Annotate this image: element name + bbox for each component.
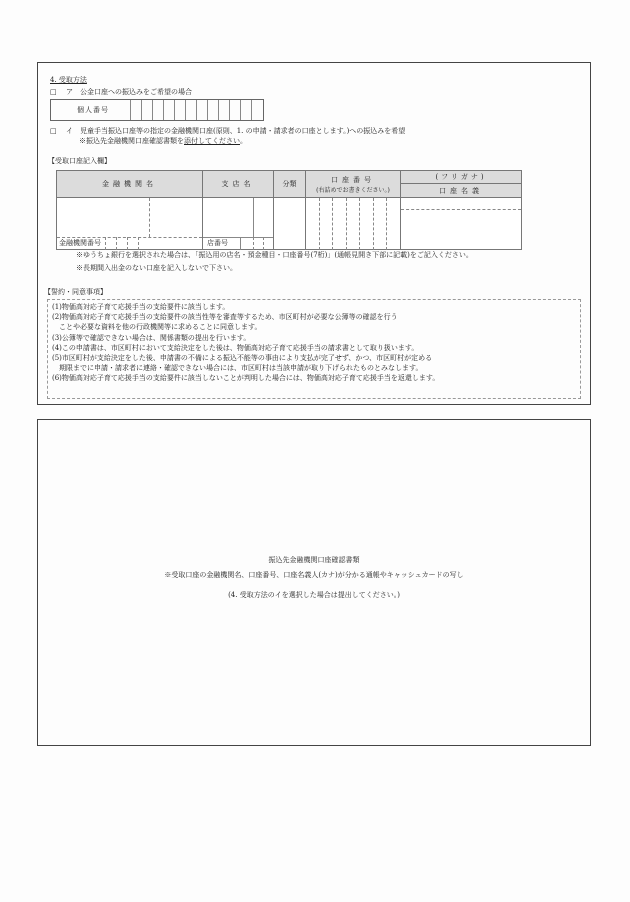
bank-name-input[interactable] — [56, 197, 203, 250]
pledge-item: (4)この申請書は、市区町村において支給決定をした後は、物価高対応子育て応援手当の請求書として取り扱います。 — [52, 344, 419, 352]
account-table-heading: 【受取口座記入欄】 — [48, 157, 111, 165]
header-account-number: 口座番号 (右詰めでお書きください。) — [305, 170, 401, 198]
option-a-label: ア 公金口座への振込みをご希望の場合 — [66, 88, 192, 96]
attachment-condition: (4. 受取方法のイを選択した場合は提出してください。) — [228, 591, 400, 599]
attachment-area[interactable] — [37, 419, 591, 746]
pledge-box — [47, 299, 581, 399]
pledge-heading: 【誓約・同意事項】 — [44, 288, 107, 296]
note-dormant: ※長期間入出金のない口座を記入しないで下さい。 — [76, 264, 237, 272]
pledge-item: 期限までに申請・請求者に連絡・確認できない場合には、市区町村は当該申請が取り下げられたものとみなします。 — [52, 364, 423, 372]
account-holder-input[interactable] — [400, 197, 522, 250]
pledge-item: ことや必要な資料を他の行政機関等に求めることに同意します。 — [52, 323, 262, 331]
bank-code-label: 金融機関番号 — [59, 239, 101, 247]
pledge-item: (5)市区町村が支給決定をした後、申請書の不備による振込不能等の事由により支払が完了せず、かつ、市区町村が定める — [52, 354, 433, 362]
section-title: 4. 受取方法 — [50, 76, 87, 84]
option-i-note: ※振込先金融機関口座確認書類を添付してください。 — [79, 137, 247, 145]
branch-name-input[interactable] — [202, 197, 274, 250]
pledge-item: (1)物価高対応子育て応援手当の支給要件に該当します。 — [52, 303, 230, 311]
mynumber-field — [50, 99, 264, 121]
header-bank-name: 金融機関名 — [56, 170, 203, 198]
option-a-checkbox[interactable]: □ — [50, 88, 57, 96]
option-i-label: イ 児童手当振込口座等の指定の金融機関口座(原則、1. の申請・請求者の口座とします。)への振込みを希望 — [66, 127, 406, 135]
pledge-item: (2)物価高対応子育て応援手当の支給要件の該当性等を審査等するため、市区町村が必要な公簿等の確認を行う — [52, 313, 398, 321]
note-yucho: ※ゆうちょ銀行を選択された場合は、「振込用の店名・預金種目・口座番号(7桁)」(通帳見開き下部に記載)をご記入ください。 — [76, 251, 473, 259]
mynumber-label: 個人番号 — [77, 106, 109, 114]
attachment-description: ※受取口座の金融機関名、口座番号、口座名義人(カナ)が分かる通帳やキャッシュカードの写し — [164, 571, 464, 579]
header-furigana: (フリガナ) — [400, 170, 522, 184]
header-branch-name: 支店名 — [202, 170, 274, 198]
option-i-checkbox[interactable]: □ — [50, 127, 57, 135]
account-number-input[interactable] — [305, 197, 401, 250]
branch-code-label: 店番号 — [207, 239, 228, 247]
pledge-item: (3)公簿等で確認できない場合は、関係書類の提出を行います。 — [52, 334, 251, 342]
header-account-holder: 口座名義 — [400, 183, 522, 198]
attachment-title: 振込先金融機関口座確認書類 — [268, 556, 360, 564]
header-type: 分類 — [273, 170, 306, 198]
type-input[interactable] — [273, 197, 306, 250]
pledge-item: (6)物価高対応子育て応援手当の支給要件に該当しないことが判明した場合には、物価高対応子育て応援手当を返還します。 — [52, 374, 440, 382]
